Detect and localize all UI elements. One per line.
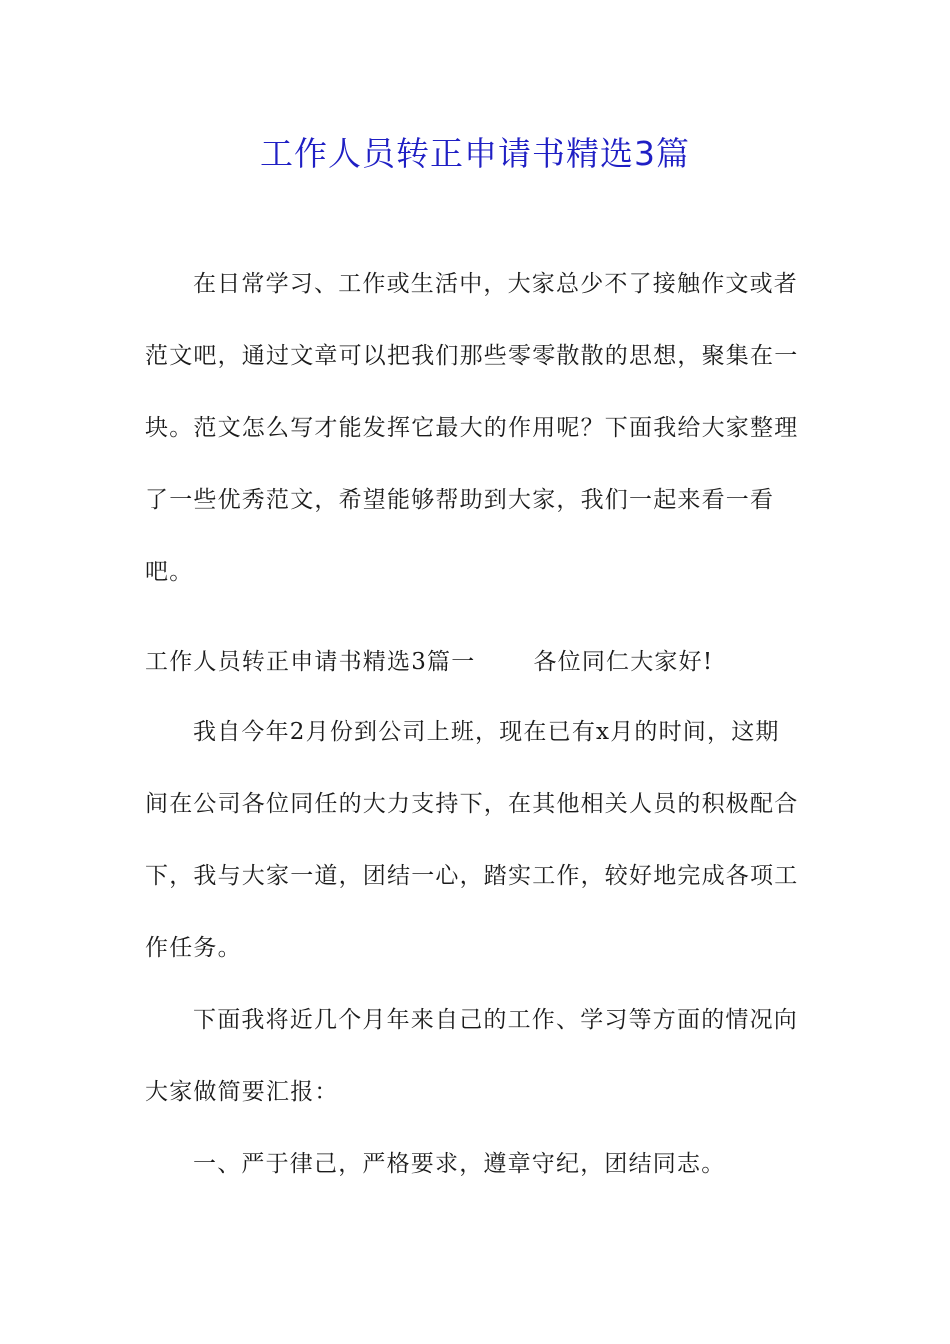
intro-line: 范文吧，通过文章可以把我们那些零零散散的思想，聚集在一 [145,343,799,369]
body-paragraph-2 [145,984,817,1128]
body2-line: 下面我将近几个月年来自己的工作、学习等方面的情况向 [193,1007,798,1033]
document-title: 工作人员转正申请书精选3篇 [260,134,690,173]
body-paragraph-1 [145,696,817,984]
point-one: 一、严于律己，严格要求，遵章守纪，团结同志。 [193,1151,726,1177]
body1-line: 下，我与大家一道，团结一心，踏实工作，较好地完成各项工 [145,863,799,889]
body2-line: 大家做简要汇报： [145,1079,339,1105]
section-heading: 工作人员转正申请书精选3篇一 [145,649,476,675]
intro-paragraph [145,248,817,608]
intro-line: 在日常学习、工作或生活中，大家总少不了接触作文或者 [193,271,798,297]
section-heading-line [145,626,817,698]
body1-line: 我自今年2月份到公司上班，现在已有x月的时间，这期 [193,719,780,745]
greeting: 各位同仁大家好! [533,649,714,675]
body1-line: 间在公司各位同任的大力支持下，在其他相关人员的积极配合 [145,791,799,817]
intro-line: 了一些优秀范文，希望能够帮助到大家，我们一起来看一看吧。 [145,487,775,585]
body1-line: 作任务。 [145,935,242,961]
intro-line: 块。范文怎么写才能发挥它最大的作用呢？下面我给大家整理 [145,415,799,441]
